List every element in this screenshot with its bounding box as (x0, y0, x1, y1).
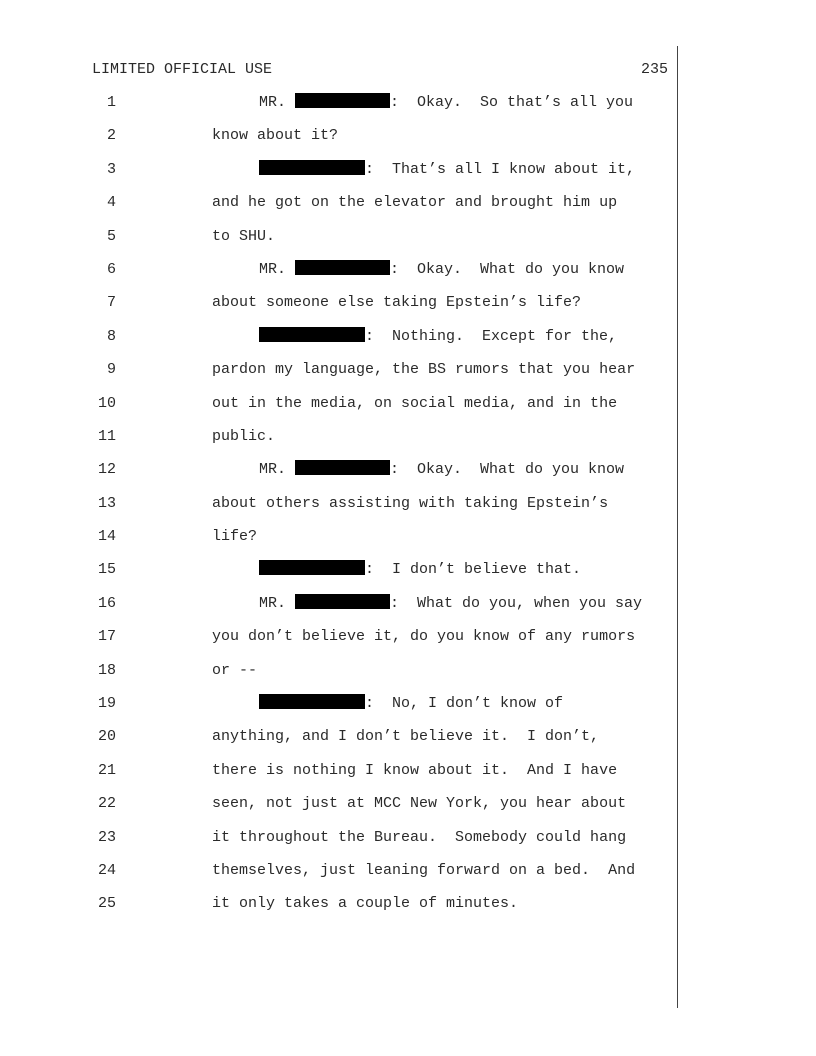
speaker-statement: : That’s all I know about it, (365, 160, 636, 178)
transcript-line (0, 627, 816, 660)
speaker-statement: : I don’t believe that. (365, 561, 582, 579)
line-number: 11 (97, 427, 116, 445)
line-text-content: to SHU. (212, 227, 276, 245)
redaction-box (295, 260, 390, 275)
line-number: 2 (106, 127, 116, 145)
transcript-line (0, 394, 816, 427)
line-text (212, 360, 635, 380)
transcript-line (0, 293, 816, 326)
transcript-line (0, 794, 816, 827)
line-number: 20 (97, 728, 116, 746)
line-text (212, 293, 581, 313)
speaker-line (259, 694, 563, 714)
line-text (212, 394, 617, 414)
transcript-line (0, 494, 816, 527)
line-text-content: you don’t believe it, do you know of any rumors (212, 628, 636, 646)
line-text (212, 861, 635, 881)
line-number: 3 (106, 160, 116, 178)
speaker-line (259, 93, 633, 113)
line-text-content: life? (212, 528, 258, 546)
line-number: 16 (97, 594, 116, 612)
line-number: 21 (97, 761, 116, 779)
transcript-line (0, 761, 816, 794)
speaker-title: MR. (259, 594, 287, 612)
line-number: 7 (106, 294, 116, 312)
transcript-line (0, 861, 816, 894)
line-number: 24 (97, 861, 116, 879)
line-number: 12 (97, 461, 116, 479)
line-number: 19 (97, 695, 116, 713)
transcript-line (0, 427, 816, 460)
redaction-box (259, 327, 365, 342)
line-text (212, 427, 275, 447)
line-number: 18 (97, 661, 116, 679)
line-text (212, 761, 617, 781)
line-text-content: it only takes a couple of minutes. (212, 895, 519, 913)
transcript-line (0, 727, 816, 760)
line-text-content: themselves, just leaning forward on a bed. And (212, 861, 636, 879)
redaction-box (259, 560, 365, 575)
line-text-content: seen, not just at MCC New York, you hear about (212, 795, 627, 813)
line-text (212, 126, 338, 146)
line-text-content: it throughout the Bureau. Somebody could hang (212, 828, 627, 846)
line-number: 22 (97, 795, 116, 813)
transcript-line (0, 327, 816, 360)
redaction-box (295, 93, 390, 108)
transcript-line (0, 260, 816, 293)
line-text (212, 727, 599, 747)
line-number: 9 (106, 361, 116, 379)
speaker-line (259, 460, 624, 480)
transcript-line (0, 160, 816, 193)
redaction-box (259, 160, 365, 175)
line-number: 13 (97, 494, 116, 512)
transcript-line (0, 126, 816, 159)
transcript-line (0, 527, 816, 560)
line-number: 14 (97, 528, 116, 546)
speaker-statement: : What do you, when you say (390, 594, 643, 612)
transcript-line (0, 694, 816, 727)
speaker-line (259, 560, 581, 580)
line-number: 8 (106, 327, 116, 345)
speaker-title: MR. (259, 461, 287, 479)
line-number: 15 (97, 561, 116, 579)
speaker-line (259, 327, 617, 347)
transcript-line (0, 661, 816, 694)
page-number: 235 (640, 61, 668, 78)
line-text-content: and he got on the elevator and brought him up (212, 194, 618, 212)
line-text (212, 661, 257, 681)
line-number: 5 (106, 227, 116, 245)
line-text (212, 794, 626, 814)
line-text-content: there is nothing I know about it. And I have (212, 761, 618, 779)
line-text (212, 527, 257, 547)
transcript-line (0, 460, 816, 493)
line-text (212, 494, 608, 514)
line-number: 23 (97, 828, 116, 846)
transcript-line (0, 93, 816, 126)
speaker-line (259, 594, 642, 614)
line-text-content: or -- (212, 661, 258, 679)
transcript-line (0, 193, 816, 226)
transcript-line (0, 227, 816, 260)
line-text-content: out in the media, on social media, and in the (212, 394, 618, 412)
line-number: 6 (106, 260, 116, 278)
line-text-content: about others assisting with taking Epstein’s (212, 494, 609, 512)
speaker-line (259, 160, 635, 180)
line-number: 1 (106, 94, 116, 111)
redaction-box (259, 694, 365, 709)
speaker-title: MR. (259, 94, 287, 111)
line-number: 10 (97, 394, 116, 412)
redaction-box (295, 594, 390, 609)
classification-label: LIMITED OFFICIAL USE (92, 61, 273, 78)
speaker-statement: : Nothing. Except for the, (365, 327, 618, 345)
line-text-content: know about it? (212, 127, 339, 145)
transcript-line (0, 894, 816, 927)
line-text-content: anything, and I don’t believe it. I don’t, (212, 728, 600, 746)
line-number: 17 (97, 628, 116, 646)
transcript-lines (0, 93, 816, 928)
speaker-statement: : Okay. What do you know (390, 461, 625, 479)
transcript-line (0, 560, 816, 593)
transcript-line (0, 594, 816, 627)
speaker-statement: : Okay. So that’s all you (390, 94, 634, 111)
line-text (212, 894, 518, 914)
line-text-content: about someone else taking Epstein’s life? (212, 294, 582, 312)
line-text-content: public. (212, 427, 276, 445)
speaker-line (259, 260, 624, 280)
line-text (212, 193, 617, 213)
speaker-title: MR. (259, 260, 287, 278)
speaker-statement: : No, I don’t know of (365, 695, 564, 713)
redaction-box (295, 460, 390, 475)
speaker-statement: : Okay. What do you know (390, 260, 625, 278)
line-text-content: pardon my language, the BS rumors that you hear (212, 361, 636, 379)
line-text (212, 227, 275, 247)
transcript-line (0, 828, 816, 861)
line-text (212, 828, 626, 848)
line-text (212, 627, 635, 647)
line-number: 4 (106, 194, 116, 212)
line-number: 25 (97, 895, 116, 913)
transcript-line (0, 360, 816, 393)
